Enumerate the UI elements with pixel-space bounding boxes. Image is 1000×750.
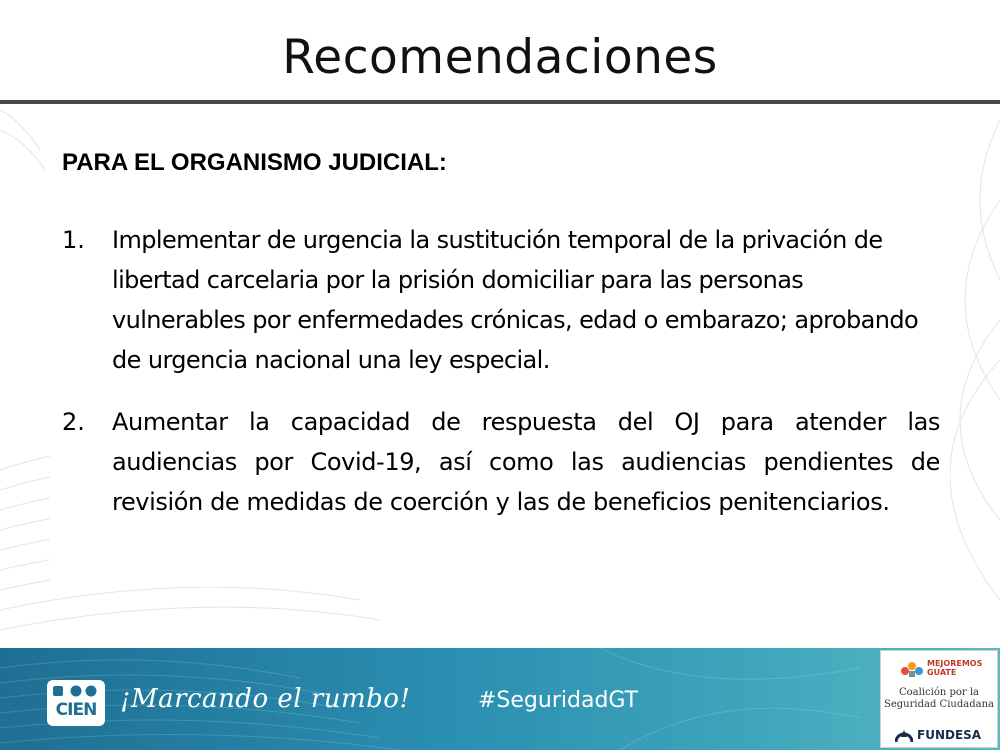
coalicion-text — [881, 687, 997, 711]
coalicion-line2: Seguridad Ciudadana — [884, 699, 994, 710]
logo-dots-icon — [53, 684, 99, 698]
list-item-number: 2. — [62, 408, 85, 436]
partner-logos — [880, 650, 998, 748]
section-heading: PARA EL ORGANISMO JUDICIAL: — [62, 149, 447, 176]
recommendation-list — [62, 220, 940, 544]
list-item-text: Aumentar la capacidad de respuesta del OJ para atender las audiencias por Covid-19, así como las audiencias pendientes de revisión de medidas de coerción y las de beneficios penitenciarios. — [112, 408, 940, 516]
footer-hashtag: #SeguridadGT — [478, 688, 639, 713]
mejoremos-guate-text — [927, 659, 982, 677]
footer-slogan: ¡Marcando el rumbo! — [120, 684, 411, 714]
footer-bar — [0, 648, 1000, 750]
list-item-number: 1. — [62, 226, 85, 254]
list-item — [62, 220, 940, 380]
slide-title: Recomendaciones — [282, 30, 718, 85]
mejoremos-line2: GUATE — [927, 668, 957, 677]
coalicion-line1: Coalición por la — [898, 687, 979, 698]
fundesa-logo — [895, 727, 995, 743]
logo-wordmark: CIEN — [55, 700, 97, 720]
mejoremos-line1: MEJOREMOS — [927, 659, 983, 668]
list-item — [62, 402, 940, 522]
cien-logo — [47, 680, 105, 726]
fundesa-wordmark: FUNDESA — [917, 728, 982, 742]
mejoremos-guate-logo — [889, 657, 989, 681]
fundesa-icon — [895, 727, 913, 743]
title-divider — [0, 100, 1000, 104]
mejoremos-guate-icon — [899, 659, 925, 679]
list-item-text: Implementar de urgencia la sustitución temporal de la privación de libertad carcelaria por la prisión domiciliar para las personas vulnerables por enfermedades crónicas, edad o embarazo; aprobando de urgencia nacional una ley especial. — [112, 226, 919, 374]
